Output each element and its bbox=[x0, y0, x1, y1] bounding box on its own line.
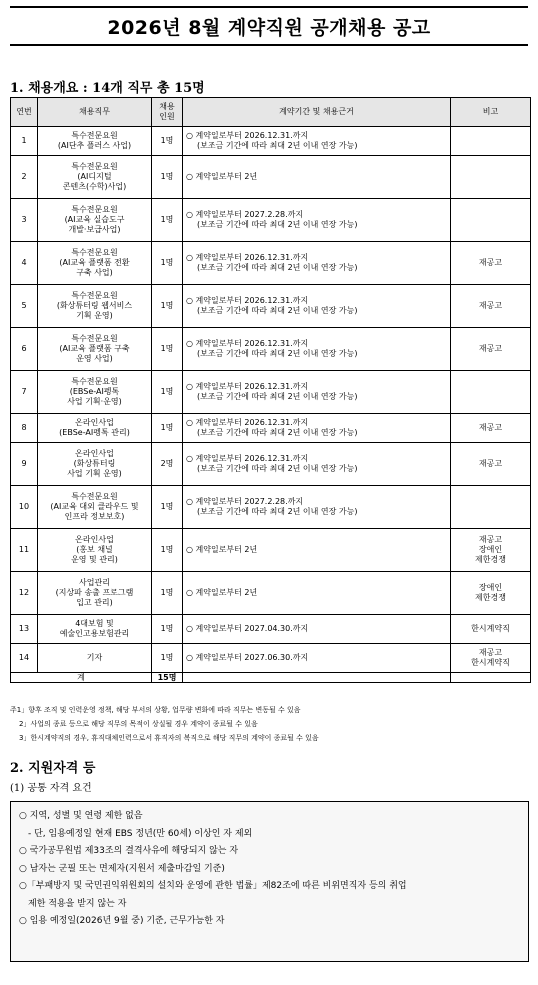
cell-remark bbox=[451, 529, 531, 572]
period-line: ○ 계약일로부터 2026.12.31.까지 bbox=[186, 382, 309, 391]
period-line: ○ 계약일로부터 2026.12.31.까지 bbox=[186, 339, 309, 348]
cell-remark-text: 장애인 제한경쟁 bbox=[475, 583, 506, 602]
cell-no-text: 8 bbox=[21, 423, 27, 432]
requirement-item: ○ 국가공무원법 제33조의 결격사유에 해당되지 않는 자 bbox=[19, 846, 239, 856]
cell-remark-text: 재공고 bbox=[478, 301, 503, 310]
cell-job-text: 특수전문요원 (AI단추 플러스 사업) bbox=[57, 131, 132, 150]
cell-no bbox=[11, 529, 38, 572]
cell-remark bbox=[451, 486, 531, 529]
cell-count bbox=[152, 644, 183, 673]
cell-no-text: 5 bbox=[21, 301, 27, 310]
cell-job bbox=[38, 199, 152, 242]
cell-count-text: 1명 bbox=[160, 423, 174, 432]
cell-period bbox=[183, 529, 451, 572]
cell-job bbox=[38, 486, 152, 529]
cell-job-text: 4대보험 및 예술인고용보험관리 bbox=[59, 619, 130, 638]
table-row bbox=[11, 414, 531, 443]
cell-count-text: 1명 bbox=[160, 624, 174, 633]
header-job: 채용직무 bbox=[38, 98, 152, 127]
cell-remark bbox=[451, 414, 531, 443]
period-line: (보조금 기간에 따라 최대 2년 이내 연장 가능) bbox=[197, 306, 358, 315]
recruitment-table bbox=[10, 97, 531, 683]
cell-job bbox=[38, 127, 152, 156]
period-line: (보조금 기간에 따라 최대 2년 이내 연장 가능) bbox=[197, 220, 358, 229]
cell-count-text: 1명 bbox=[160, 387, 174, 396]
table-row bbox=[11, 199, 531, 242]
cell-job-text: 온라인사업 (홍보 채널 운영 및 관리) bbox=[71, 535, 118, 564]
cell-count bbox=[152, 328, 183, 371]
total-empty-remark bbox=[451, 673, 531, 683]
period-line: (보조금 기간에 따라 최대 2년 이내 연장 가능) bbox=[197, 349, 358, 358]
cell-count bbox=[152, 285, 183, 328]
table-header-row bbox=[11, 98, 531, 127]
cell-count-text: 1명 bbox=[160, 301, 174, 310]
cell-remark bbox=[451, 371, 531, 414]
cell-job bbox=[38, 328, 152, 371]
cell-remark-text: 재공고 bbox=[478, 258, 503, 267]
cell-remark bbox=[451, 443, 531, 486]
cell-period bbox=[183, 127, 451, 156]
cell-job bbox=[38, 529, 152, 572]
cell-no bbox=[11, 414, 38, 443]
cell-period bbox=[183, 572, 451, 615]
cell-remark bbox=[451, 242, 531, 285]
period-line: ○ 계약일로부터 2년 bbox=[186, 172, 258, 181]
cell-remark bbox=[451, 328, 531, 371]
cell-count-text: 1명 bbox=[160, 258, 174, 267]
cell-remark-text: 재공고 한시계약직 bbox=[471, 648, 510, 667]
cell-job-text: 특수전문요원 (화상튜터링 웹서비스 기획 운영) bbox=[56, 291, 133, 320]
period-line: ○ 계약일로부터 2027.2.28.까지 bbox=[186, 210, 304, 219]
cell-no bbox=[11, 199, 38, 242]
table-row bbox=[11, 443, 531, 486]
period-line: ○ 계약일로부터 2026.12.31.까지 bbox=[186, 454, 309, 463]
cell-count-text: 1명 bbox=[160, 545, 174, 554]
period-line: ○ 계약일로부터 2026.12.31.까지 bbox=[186, 296, 309, 305]
cell-no bbox=[11, 572, 38, 615]
cell-count-text: 1명 bbox=[160, 215, 174, 224]
cell-remark-text: 재공고 bbox=[478, 344, 503, 353]
cell-job-text: 특수전문요원 (AI교육 플랫폼 구축 운영 사업) bbox=[59, 334, 130, 363]
cell-remark-text: 한시계약직 bbox=[471, 624, 510, 633]
cell-period bbox=[183, 199, 451, 242]
cell-count bbox=[152, 572, 183, 615]
period-line: (보조금 기간에 따라 최대 2년 이내 연장 가능) bbox=[197, 263, 358, 272]
cell-period bbox=[183, 615, 451, 644]
cell-count bbox=[152, 529, 183, 572]
cell-remark bbox=[451, 615, 531, 644]
cell-no bbox=[11, 285, 38, 328]
requirement-item: - 단, 임용예정일 현재 EBS 정년(만 60세) 이상인 자 제외 bbox=[28, 828, 253, 839]
cell-no bbox=[11, 156, 38, 199]
cell-job bbox=[38, 285, 152, 328]
period-line: ○ 계약일로부터 2026.12.31.까지 bbox=[186, 131, 309, 140]
period-line: ○ 계약일로부터 2027.2.28.까지 bbox=[186, 497, 304, 506]
cell-no bbox=[11, 242, 38, 285]
cell-remark-text: 재공고 장애인 제한경쟁 bbox=[475, 535, 506, 564]
cell-no-text: 9 bbox=[21, 459, 27, 468]
cell-no-text: 10 bbox=[18, 502, 30, 511]
cell-count-text: 1명 bbox=[160, 588, 174, 597]
cell-count-text: 2명 bbox=[160, 459, 174, 468]
period-line: ○ 계약일로부터 2027.06.30.까지 bbox=[186, 653, 309, 662]
cell-job-text: 기자 bbox=[86, 653, 103, 662]
cell-count bbox=[152, 615, 183, 644]
cell-no-text: 6 bbox=[21, 344, 27, 353]
period-line: (보조금 기간에 따라 최대 2년 이내 연장 가능) bbox=[197, 428, 358, 437]
cell-job-text: 특수전문요원 (AI디지털 콘텐츠(수학)사업) bbox=[62, 162, 127, 191]
cell-remark-text: 재공고 bbox=[478, 423, 503, 432]
cell-count bbox=[152, 371, 183, 414]
table-row bbox=[11, 486, 531, 529]
period-line: (보조금 기간에 따라 최대 2년 이내 연장 가능) bbox=[197, 141, 358, 150]
cell-job bbox=[38, 242, 152, 285]
cell-job-text: 사업관리 (지상파 송출 프로그램 입고 관리) bbox=[55, 578, 134, 607]
cell-count bbox=[152, 486, 183, 529]
cell-no-text: 2 bbox=[21, 172, 27, 181]
table-row bbox=[11, 644, 531, 673]
period-line: ○ 계약일로부터 2026.12.31.까지 bbox=[186, 418, 309, 427]
cell-job bbox=[38, 156, 152, 199]
cell-job-text: 온라인사업 (EBSe-AI펭톡 관리) bbox=[59, 418, 130, 437]
cell-count bbox=[152, 242, 183, 285]
title-box bbox=[10, 6, 528, 46]
cell-job bbox=[38, 572, 152, 615]
cell-remark bbox=[451, 199, 531, 242]
cell-count bbox=[152, 414, 183, 443]
cell-period bbox=[183, 371, 451, 414]
cell-job-text: 온라인사업 (화상튜터링 사업 기획 운영) bbox=[67, 449, 122, 478]
cell-no bbox=[11, 371, 38, 414]
cell-count bbox=[152, 199, 183, 242]
header-period: 계약기간 및 채용근거 bbox=[183, 98, 451, 127]
cell-period bbox=[183, 328, 451, 371]
cell-remark bbox=[451, 127, 531, 156]
header-count bbox=[152, 98, 183, 127]
cell-no bbox=[11, 644, 38, 673]
cell-period bbox=[183, 644, 451, 673]
cell-no-text: 11 bbox=[18, 545, 30, 554]
cell-job bbox=[38, 443, 152, 486]
cell-no-text: 1 bbox=[21, 136, 27, 145]
cell-no bbox=[11, 615, 38, 644]
cell-count-text: 1명 bbox=[160, 344, 174, 353]
table-row bbox=[11, 371, 531, 414]
table-row bbox=[11, 572, 531, 615]
section2-subheading: (1) 공통 자격 요건 bbox=[10, 783, 92, 794]
cell-no bbox=[11, 443, 38, 486]
cell-job-text: 특수전문요원 (AI교육 실습도구 개발·보급사업) bbox=[64, 205, 125, 234]
cell-no-text: 12 bbox=[18, 588, 30, 597]
period-line: ○ 계약일로부터 2027.04.30.까지 bbox=[186, 624, 309, 633]
section1-heading: 1. 채용개요 : 14개 직무 총 15명 bbox=[10, 81, 205, 96]
total-empty-period bbox=[183, 673, 451, 683]
requirement-item: ○ 남자는 군필 또는 면제자(지원서 제출마감일 기준) bbox=[19, 863, 225, 874]
period-line: (보조금 기간에 따라 최대 2년 이내 연장 가능) bbox=[197, 507, 358, 516]
period-line: (보조금 기간에 따라 최대 2년 이내 연장 가능) bbox=[197, 464, 358, 473]
cell-remark-text: 재공고 bbox=[478, 459, 503, 468]
cell-job bbox=[38, 644, 152, 673]
requirement-item: ○「부패방지 및 국민권익위원회의 설치와 운영에 관한 법률」제82조에 따른 비위면직자 등의 취업 bbox=[19, 881, 407, 891]
period-line: ○ 계약일로부터 2년 bbox=[186, 545, 258, 554]
period-line: ○ 계약일로부터 2년 bbox=[186, 588, 258, 597]
page-title: 2026년 8월 계약직원 공개채용 공고 bbox=[107, 16, 431, 39]
cell-count bbox=[152, 156, 183, 199]
cell-count-text: 1명 bbox=[160, 136, 174, 145]
cell-no bbox=[11, 486, 38, 529]
cell-job bbox=[38, 615, 152, 644]
requirement-item: ○ 지역, 성별 및 연령 제한 없음 bbox=[19, 811, 143, 821]
cell-period bbox=[183, 285, 451, 328]
table-total-row bbox=[11, 673, 531, 683]
table-row bbox=[11, 127, 531, 156]
cell-period bbox=[183, 486, 451, 529]
cell-period bbox=[183, 414, 451, 443]
total-label: 계 bbox=[11, 673, 152, 683]
table-row bbox=[11, 529, 531, 572]
cell-period bbox=[183, 443, 451, 486]
note-2: 2」사업의 종료 등으로 해당 직무의 목적이 상실될 경우 계약이 종료될 수 있음 bbox=[19, 720, 258, 728]
header-count-text: 채용 인원 bbox=[159, 102, 175, 121]
cell-job-text: 특수전문요원 (AI교육 대외 클라우드 및 인프라 정보보호) bbox=[50, 492, 139, 521]
cell-no-text: 7 bbox=[21, 387, 27, 396]
header-remark: 비고 bbox=[451, 98, 531, 127]
cell-count bbox=[152, 443, 183, 486]
cell-job bbox=[38, 371, 152, 414]
requirement-item: 제한 적용을 받지 않는 자 bbox=[28, 898, 127, 909]
cell-job bbox=[38, 414, 152, 443]
header-no: 연번 bbox=[11, 98, 38, 127]
cell-no-text: 3 bbox=[21, 215, 27, 224]
note-3: 3」한시계약직의 경우, 휴직대체인력으로서 휴직자의 복직으로 해당 직무의 계약이 종료될 수 있음 bbox=[19, 734, 319, 742]
cell-job-text: 특수전문요원 (AI교육 플랫폼 전환 구축 사업) bbox=[59, 248, 130, 277]
cell-count-text: 1명 bbox=[160, 172, 174, 181]
cell-remark bbox=[451, 156, 531, 199]
section2-heading: 2. 지원자격 등 bbox=[10, 761, 96, 776]
cell-period bbox=[183, 242, 451, 285]
requirement-item: ○ 임용 예정일(2026년 9월 중) 기준, 근무가능한 자 bbox=[19, 916, 225, 926]
table-row bbox=[11, 285, 531, 328]
cell-no bbox=[11, 127, 38, 156]
table-row bbox=[11, 328, 531, 371]
total-value: 15명 bbox=[152, 673, 183, 683]
note-1: 주1」향후 조직 및 인력운영 정책, 해당 부서의 상황, 업무량 변화에 따라 직무는 변동될 수 있음 bbox=[10, 706, 301, 714]
cell-count-text: 1명 bbox=[160, 502, 174, 511]
table-row bbox=[11, 615, 531, 644]
cell-no bbox=[11, 328, 38, 371]
cell-period bbox=[183, 156, 451, 199]
cell-remark bbox=[451, 644, 531, 673]
cell-remark bbox=[451, 285, 531, 328]
cell-remark bbox=[451, 572, 531, 615]
requirements-box bbox=[10, 801, 529, 962]
table-row bbox=[11, 156, 531, 199]
period-line: (보조금 기간에 따라 최대 2년 이내 연장 가능) bbox=[197, 392, 358, 401]
cell-count-text: 1명 bbox=[160, 653, 174, 662]
cell-no-text: 4 bbox=[21, 258, 27, 267]
cell-no-text: 14 bbox=[18, 653, 30, 662]
period-line: ○ 계약일로부터 2026.12.31.까지 bbox=[186, 253, 309, 262]
table-row bbox=[11, 242, 531, 285]
cell-count bbox=[152, 127, 183, 156]
cell-job-text: 특수전문요원 (EBSe-AI펭톡 사업 기획·운영) bbox=[67, 377, 122, 406]
cell-no-text: 13 bbox=[18, 624, 30, 633]
